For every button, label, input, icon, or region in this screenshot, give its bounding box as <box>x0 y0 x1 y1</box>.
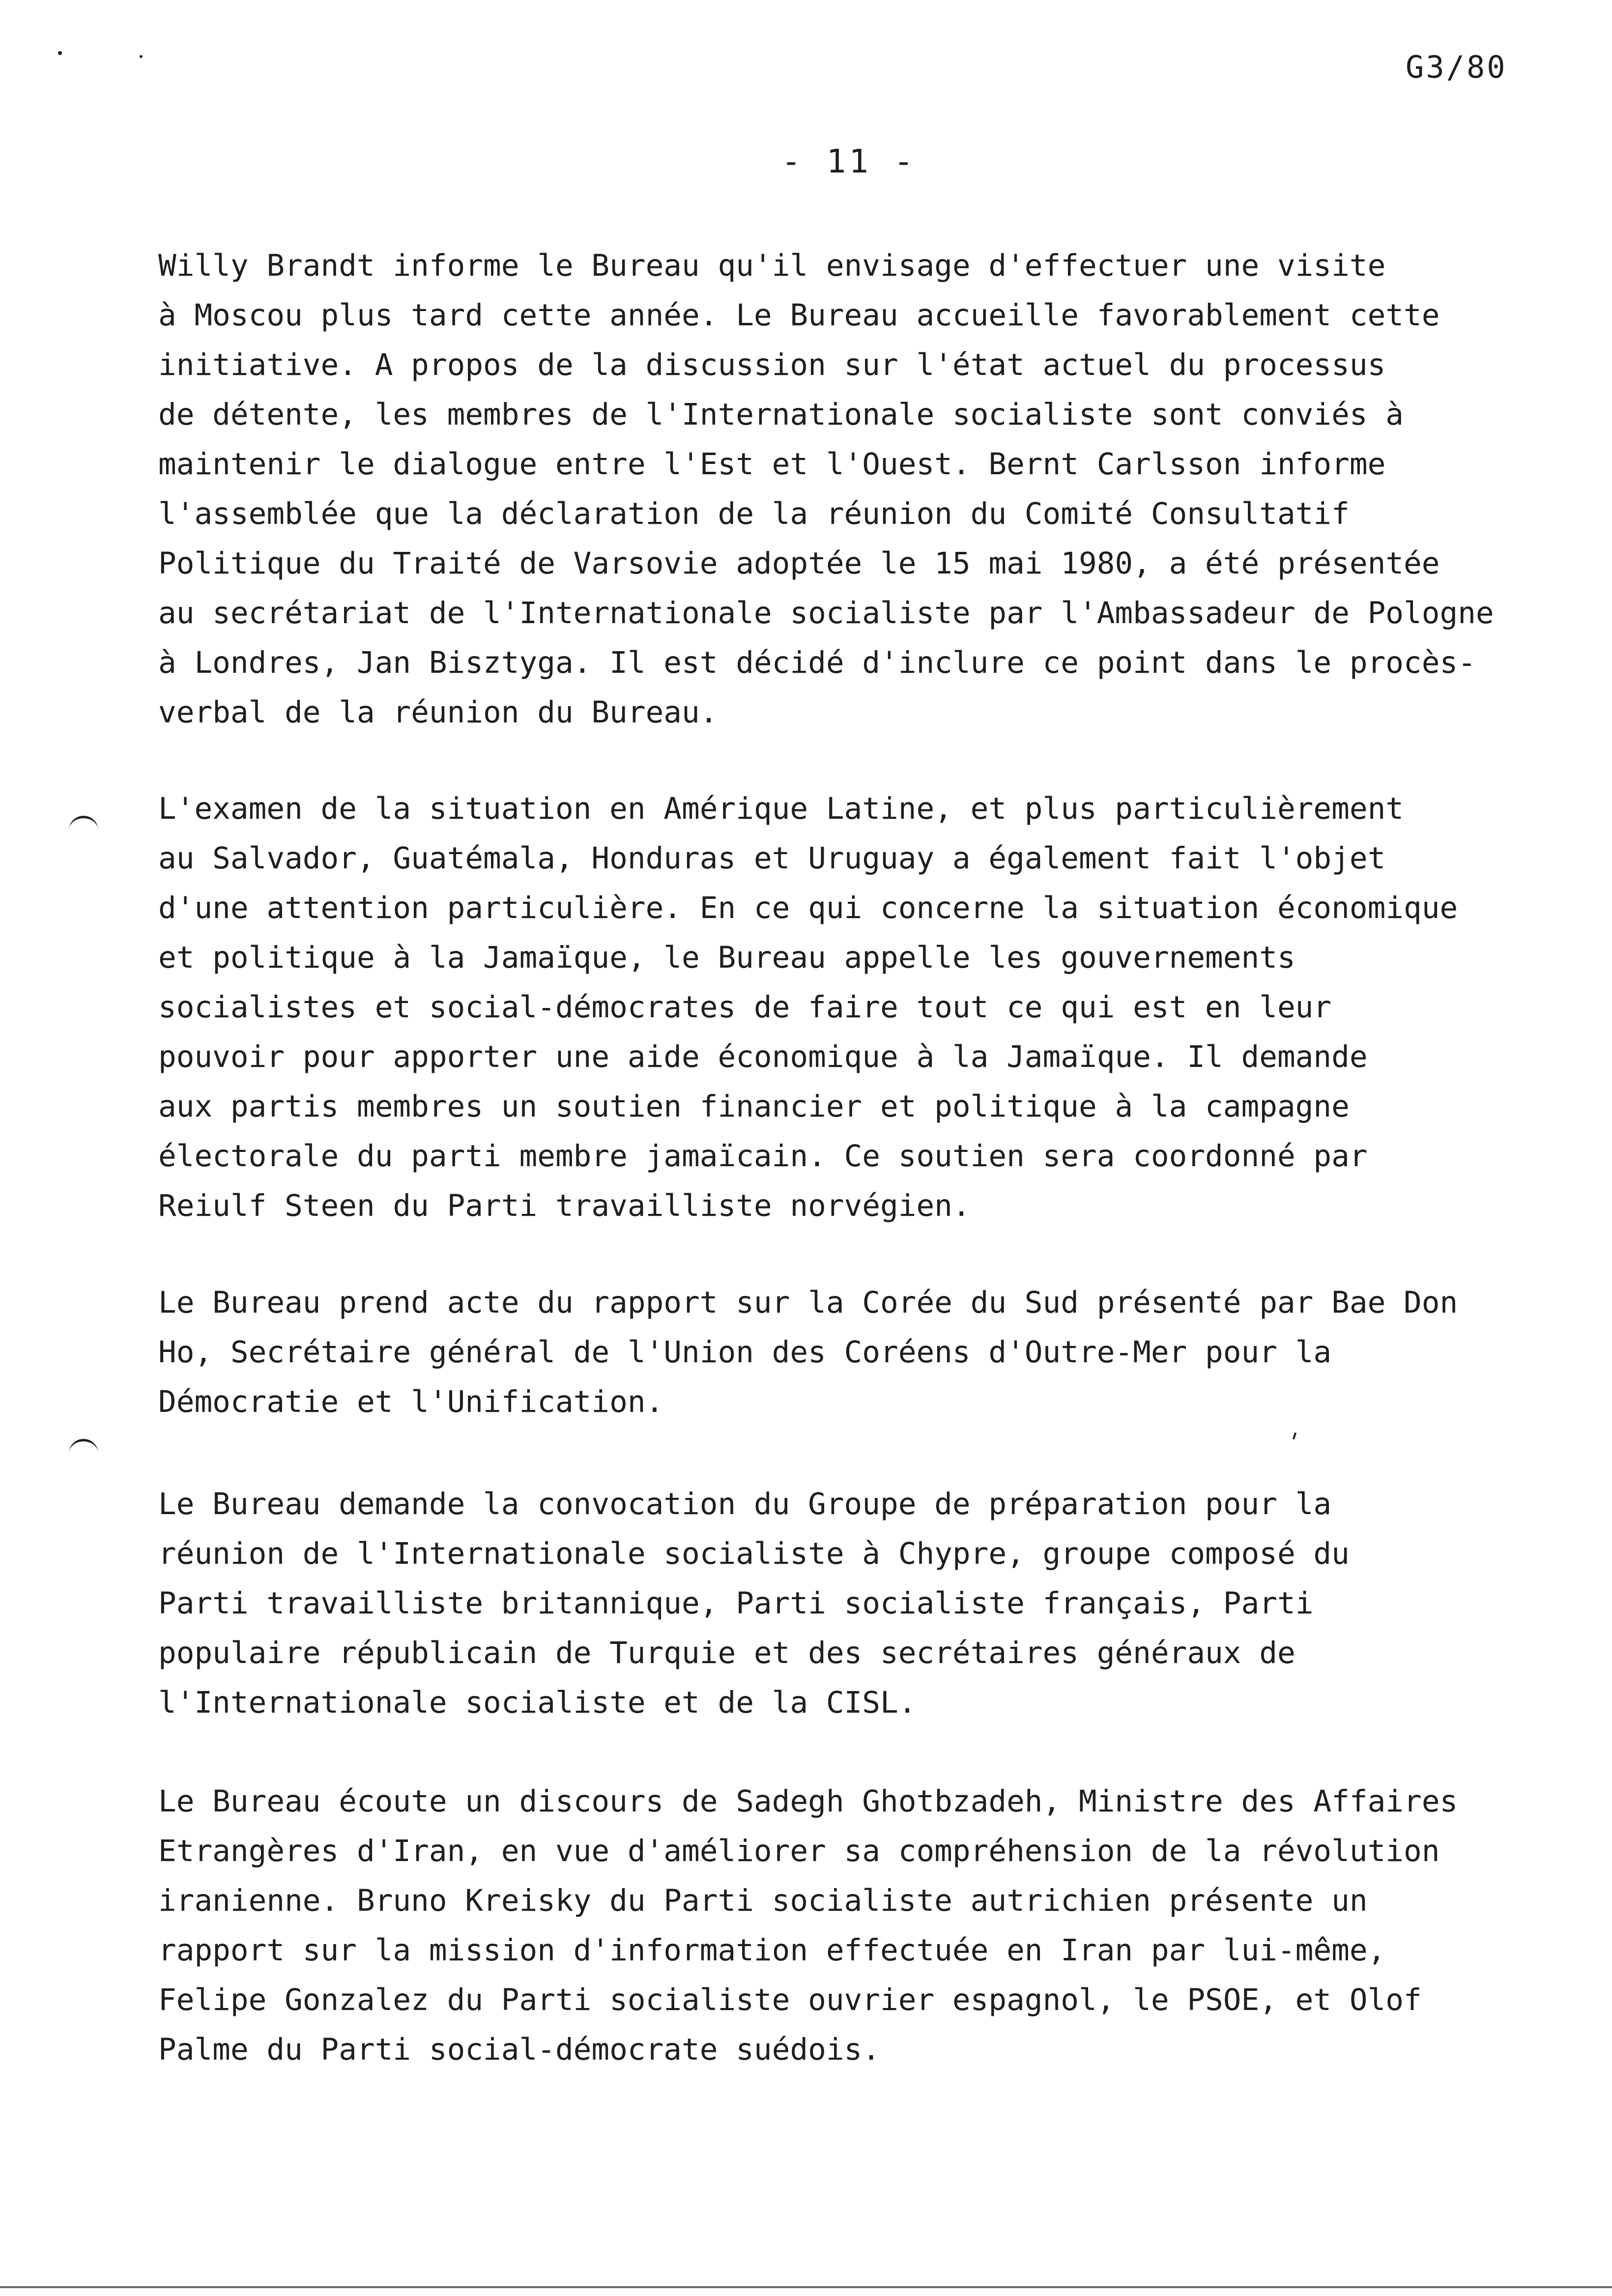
paragraph-iran <box>158 1777 1458 2074</box>
paragraph-latin-america <box>158 784 1458 1231</box>
text-line: Willy Brandt informe le Bureau qu'il envisage d'effectuer une visite <box>158 248 1386 283</box>
paragraph-east-west <box>158 241 1494 737</box>
text-line: pouvoir pour apporter une aide économique à la Jamaïque. Il demande <box>158 1039 1368 1074</box>
text-line: aux partis membres un soutien financier et politique à la campagne <box>158 1089 1350 1124</box>
page-number: - 11 - <box>781 143 917 180</box>
text-line: à Londres, Jan Bisztyga. Il est décidé d'inclure ce point dans le procès- <box>158 645 1476 680</box>
text-line: iranienne. Bruno Kreisky du Parti socialiste autrichien présente un <box>158 1883 1368 1918</box>
text-line: Le Bureau demande la convocation du Groupe de préparation pour la <box>158 1487 1332 1521</box>
text-line: à Moscou plus tard cette année. Le Bureau accueille favorablement cette <box>158 298 1440 333</box>
scan-speck <box>58 51 62 55</box>
text-line: Felipe Gonzalez du Parti socialiste ouvrier espagnol, le PSOE, et Olof <box>158 1982 1422 2017</box>
text-line: au Salvador, Guatémala, Honduras et Uruguay a également fait l'objet <box>158 841 1386 876</box>
text-line: et politique à la Jamaïque, le Bureau appelle les gouvernements <box>158 940 1295 975</box>
page-edge-rule <box>0 2286 1612 2288</box>
document-reference: G3/80 <box>1406 49 1507 85</box>
text-line: Démocratie et l'Unification. <box>158 1384 664 1419</box>
text-line: Le Bureau écoute un discours de Sadegh Ghotbzadeh, Ministre des Affaires <box>158 1784 1458 1819</box>
margin-mark <box>69 1439 98 1456</box>
text-line: maintenir le dialogue entre l'Est et l'Ouest. Bernt Carlsson informe <box>158 447 1386 482</box>
paragraph-cyprus-meeting <box>158 1479 1350 1727</box>
text-line: initiative. A propos de la discussion sur l'état actuel du processus <box>158 347 1386 382</box>
text-line: Politique du Traité de Varsovie adoptée le 15 mai 1980, a été présentée <box>158 546 1440 581</box>
text-line: réunion de l'Internationale socialiste à Chypre, groupe composé du <box>158 1536 1350 1571</box>
text-line: verbal de la réunion du Bureau. <box>158 695 718 730</box>
text-line: de détente, les membres de l'Internationale socialiste sont conviés à <box>158 397 1404 432</box>
text-line: L'examen de la situation en Amérique Latine, et plus particulièrement <box>158 791 1404 826</box>
text-line: socialistes et social-démocrates de faire tout ce qui est en leur <box>158 990 1332 1025</box>
scan-speck <box>1293 1433 1296 1440</box>
text-line: Etrangères d'Iran, en vue d'améliorer sa compréhension de la révolution <box>158 1834 1440 1868</box>
paragraph-south-korea <box>158 1278 1458 1427</box>
text-line: l'assemblée que la déclaration de la réunion du Comité Consultatif <box>158 496 1350 531</box>
text-line: au secrétariat de l'Internationale socialiste par l'Ambassadeur de Pologne <box>158 596 1494 631</box>
text-line: Palme du Parti social-démocrate suédois. <box>158 2032 881 2067</box>
text-line: d'une attention particulière. En ce qui concerne la situation économique <box>158 890 1458 925</box>
text-line: Parti travailliste britannique, Parti socialiste français, Parti <box>158 1586 1314 1621</box>
scan-speck <box>140 55 143 58</box>
text-line: Reiulf Steen du Parti travailliste norvégien. <box>158 1188 971 1223</box>
text-line: Le Bureau prend acte du rapport sur la Corée du Sud présenté par Bae Don <box>158 1285 1458 1320</box>
text-line: rapport sur la mission d'information effectuée en Iran par lui-même, <box>158 1933 1386 1968</box>
text-line: populaire républicain de Turquie et des secrétaires généraux de <box>158 1636 1295 1670</box>
margin-mark <box>69 816 98 833</box>
text-line: électorale du parti membre jamaïcain. Ce soutien sera coordonné par <box>158 1139 1368 1174</box>
text-line: Ho, Secrétaire général de l'Union des Coréens d'Outre-Mer pour la <box>158 1335 1332 1370</box>
text-line: l'Internationale socialiste et de la CISL. <box>158 1685 917 1720</box>
